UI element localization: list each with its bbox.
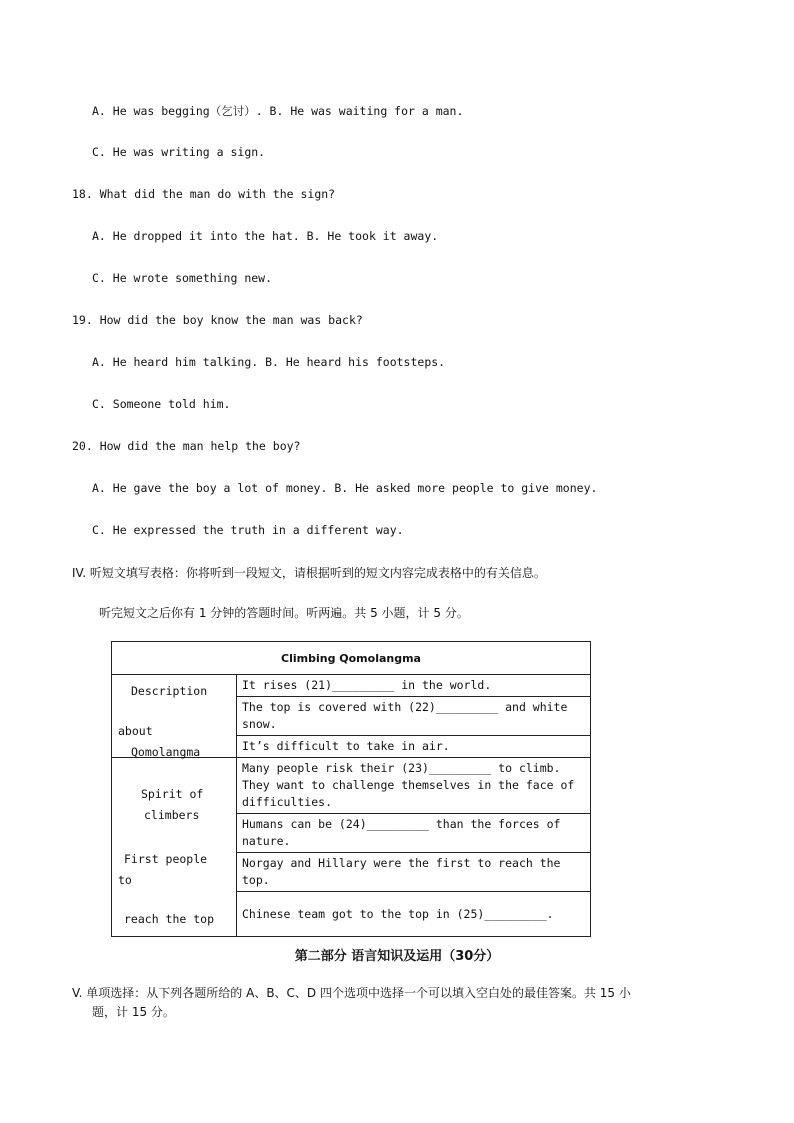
- part4-note: 听完短文之后你有 1 分钟的答题时间。听两遍。共 5 小题，计 5 分。: [99, 606, 469, 620]
- q18-option-c: C. He wrote something new.: [92, 271, 273, 285]
- info-table: [111, 641, 591, 937]
- q19-option-c: C. Someone told him.: [92, 397, 231, 411]
- table-row-25: Chinese team got to the top in (25)_________.: [237, 892, 591, 937]
- section-heading: 第二部分 语言知识及运用（30分）: [294, 949, 500, 964]
- table-title: Climbing Qomolangma: [112, 642, 591, 675]
- q19-question: 19. How did the boy know the man was back?: [72, 313, 363, 327]
- left-label: Spirit of: [141, 787, 204, 801]
- left-label: Description: [131, 684, 208, 698]
- q17-option-a: A. He was begging（乞讨）. B. He was waiting for a man.: [92, 104, 464, 118]
- left-label: reach the top: [124, 912, 215, 926]
- table-row-23: Many people risk their (23)_________ to climb. They want to challenge themselves in the face of difficulties.: [237, 758, 591, 814]
- q20-option-c: C. He expressed the truth in a different way.: [92, 523, 404, 537]
- spirit-label-cell: [112, 758, 237, 937]
- part4-instruction: IV. 听短文填写表格：你将听到一段短文，请根据听到的短文内容完成表格中的有关信息。: [72, 566, 546, 580]
- q18-question: 18. What did the man do with the sign?: [72, 187, 336, 201]
- q20-question: 20. How did the man help the boy?: [72, 439, 301, 453]
- q20-option-a: A. He gave the boy a lot of money. B. He asked more people to give money.: [92, 481, 598, 495]
- table-row-24: Humans can be (24)_________ than the forces of nature.: [237, 814, 591, 853]
- table-row-air: It’s difficult to take in air.: [237, 736, 591, 758]
- table-row-22: The top is covered with (22)_________ and white snow.: [237, 697, 591, 736]
- left-label: climbers: [144, 808, 200, 822]
- part5-instruction-cont: 题，计 15 分。: [92, 1005, 175, 1019]
- left-label: to: [118, 873, 132, 887]
- q18-option-a: A. He dropped it into the hat. B. He took it away.: [92, 229, 439, 243]
- table-row-first: Norgay and Hillary were the first to reach the top.: [237, 853, 591, 892]
- table-row-21: It rises (21)_________ in the world.: [237, 675, 591, 697]
- q17-option-c: C. He was writing a sign.: [92, 145, 266, 159]
- description-label-cell: [112, 675, 237, 758]
- left-label: about: [118, 724, 153, 738]
- left-label: First people: [124, 852, 208, 866]
- q19-option-a: A. He heard him talking. B. He heard his footsteps.: [92, 355, 446, 369]
- part5-instruction: V. 单项选择：从下列各题所给的 A、B、C、D 四个选项中选择一个可以填入空白处的最佳答案。共 15 小: [72, 986, 631, 1000]
- left-label: Qomolangma: [131, 745, 201, 759]
